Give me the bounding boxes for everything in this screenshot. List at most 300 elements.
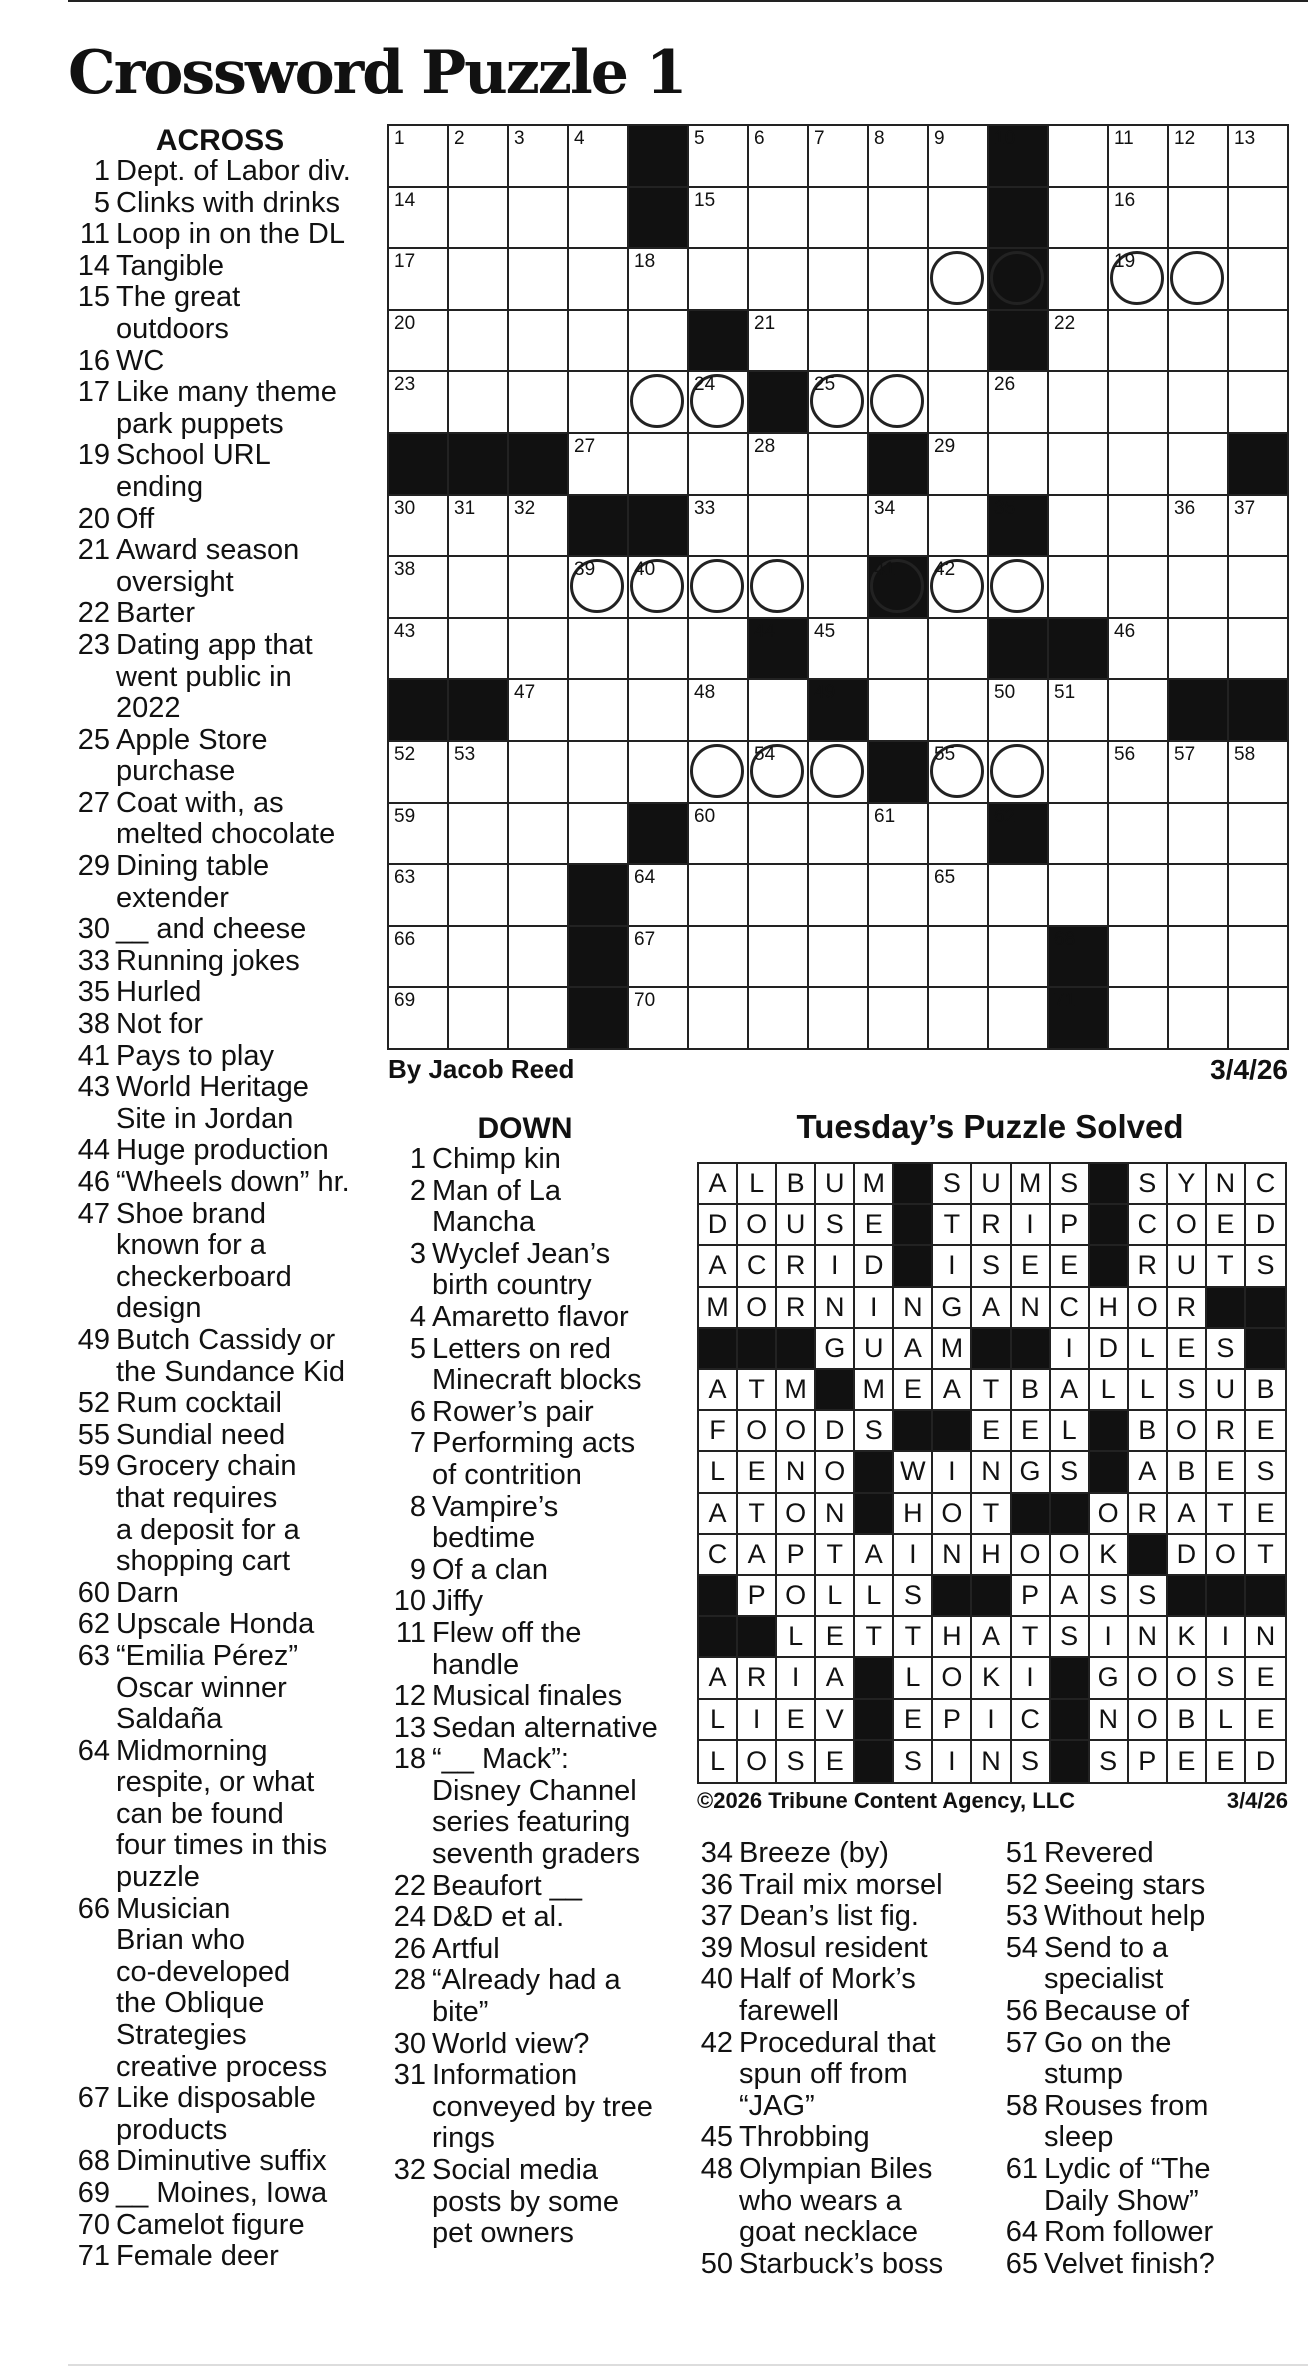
grid-cell[interactable]	[689, 680, 749, 742]
solution-letter: I	[1051, 1329, 1090, 1370]
clue-text-line: Breeze (by)	[739, 1837, 889, 1869]
grid-cell[interactable]	[929, 311, 989, 373]
solution-letter: T	[855, 1617, 894, 1658]
grid-cell[interactable]	[1229, 804, 1289, 866]
grid-cell[interactable]	[389, 742, 449, 804]
grid-cell[interactable]	[1049, 311, 1109, 373]
black-square	[389, 434, 449, 496]
grid-cell[interactable]	[1049, 804, 1109, 866]
grid-cell[interactable]	[749, 680, 809, 742]
grid-cell[interactable]	[989, 865, 1049, 927]
grid-cell[interactable]	[509, 249, 569, 311]
grid-cell[interactable]	[629, 865, 689, 927]
grid-cell[interactable]	[989, 372, 1049, 434]
clue-text-line: Throbbing	[739, 2121, 870, 2154]
cell-number: 31	[454, 497, 476, 519]
grid-cell[interactable]	[869, 372, 929, 434]
solution-black-square	[1051, 1700, 1090, 1741]
grid-cell[interactable]	[869, 619, 929, 681]
grid-cell[interactable]	[749, 188, 809, 250]
grid-cell[interactable]	[869, 680, 929, 742]
black-square	[989, 311, 1049, 373]
grid-cell[interactable]	[449, 865, 509, 927]
grid-cell[interactable]	[1109, 804, 1169, 866]
grid-cell[interactable]	[929, 372, 989, 434]
clue-text-line: Send to a	[1044, 1931, 1169, 1964]
grid-cell[interactable]	[869, 496, 929, 558]
grid-cell[interactable]	[809, 311, 869, 373]
cell-number: 23	[394, 374, 416, 396]
grid-cell[interactable]	[1049, 188, 1109, 250]
grid-cell[interactable]	[1229, 865, 1289, 927]
grid-cell[interactable]	[929, 680, 989, 742]
solution-black-square	[972, 1576, 1011, 1617]
grid-cell[interactable]	[1049, 557, 1109, 619]
grid-cell[interactable]	[1229, 126, 1289, 188]
grid-cell[interactable]	[869, 804, 929, 866]
clue-number: 66	[77, 1892, 110, 1925]
grid-cell[interactable]	[449, 742, 509, 804]
grid-cell[interactable]	[1169, 434, 1229, 496]
grid-cell[interactable]	[1169, 372, 1229, 434]
grid-cell[interactable]	[449, 557, 509, 619]
grid-cell[interactable]	[689, 742, 749, 804]
grid-cell[interactable]	[1109, 311, 1169, 373]
grid-cell[interactable]	[1109, 557, 1169, 619]
black-square	[629, 804, 689, 866]
solution-letter: T	[972, 1370, 1011, 1411]
grid-cell[interactable]	[509, 372, 569, 434]
grid-cell[interactable]	[689, 988, 749, 1050]
grid-cell[interactable]	[809, 434, 869, 496]
grid-cell[interactable]	[869, 249, 929, 311]
grid-cell[interactable]	[809, 496, 869, 558]
grid-cell[interactable]	[1169, 249, 1229, 311]
grid-cell[interactable]	[1109, 372, 1169, 434]
grid-cell[interactable]	[1109, 188, 1169, 250]
solution-black-square	[699, 1329, 738, 1370]
clue-item	[388, 1555, 693, 1587]
clue-item	[72, 725, 382, 788]
grid-cell[interactable]	[569, 372, 629, 434]
black-square	[1229, 434, 1289, 496]
grid-cell[interactable]	[929, 927, 989, 989]
solution-letter: T	[738, 1370, 777, 1411]
grid-cell[interactable]	[389, 619, 449, 681]
clue-text-line: Diminutive suffix	[116, 2145, 327, 2178]
grid-cell[interactable]	[929, 804, 989, 866]
solution-black-square	[1207, 1288, 1246, 1329]
grid-cell[interactable]	[1229, 557, 1289, 619]
grid-cell[interactable]	[809, 126, 869, 188]
solution-letter: U	[1207, 1370, 1246, 1411]
grid-cell[interactable]	[509, 188, 569, 250]
clue-text-line: Without help	[1044, 1900, 1206, 1933]
grid-cell[interactable]	[749, 126, 809, 188]
clue-item	[72, 1641, 382, 1736]
grid-cell[interactable]	[389, 188, 449, 250]
clue-number: 26	[393, 1932, 426, 1965]
grid-cell[interactable]	[689, 804, 749, 866]
grid-cell[interactable]	[1169, 742, 1229, 804]
solution-letter: C	[1129, 1205, 1168, 1246]
grid-cell[interactable]	[749, 496, 809, 558]
clue-text-line: Tangible	[116, 249, 225, 282]
grid-cell[interactable]	[929, 249, 989, 311]
grid-cell[interactable]	[569, 311, 629, 373]
black-square	[989, 249, 1049, 311]
grid-cell[interactable]	[809, 988, 869, 1050]
grid-cell[interactable]	[629, 311, 689, 373]
grid-cell[interactable]	[1049, 126, 1109, 188]
clue-text-line: Dept. of Labor div.	[116, 155, 351, 187]
clue-number: 34	[700, 1837, 733, 1869]
solution-letter: O	[1129, 1658, 1168, 1699]
grid-cell[interactable]	[629, 988, 689, 1050]
solution-letter: O	[777, 1576, 816, 1617]
clue-item	[72, 2178, 382, 2210]
grid-cell[interactable]	[569, 680, 629, 742]
grid-cell[interactable]	[929, 619, 989, 681]
grid-cell[interactable]	[389, 927, 449, 989]
grid-cell[interactable]	[689, 619, 749, 681]
grid-cell[interactable]	[809, 927, 869, 989]
grid-cell[interactable]	[1109, 126, 1169, 188]
grid-cell[interactable]	[989, 988, 1049, 1050]
clue-number: 5	[93, 186, 110, 219]
grid-cell[interactable]	[689, 496, 749, 558]
grid-cell[interactable]	[1049, 372, 1109, 434]
clue-number: 63	[77, 1639, 110, 1672]
clue-item	[388, 2029, 693, 2061]
solution-letter: B	[1012, 1370, 1051, 1411]
grid-cell[interactable]	[629, 927, 689, 989]
grid-cell[interactable]	[389, 372, 449, 434]
cell-number: 61	[874, 805, 896, 827]
grid-cell[interactable]	[689, 927, 749, 989]
clue-text-line: Information	[432, 2059, 578, 2092]
grid-cell[interactable]	[509, 680, 569, 742]
grid-cell[interactable]	[1109, 742, 1169, 804]
cell-number: 44	[754, 620, 776, 642]
solution-letter: L	[777, 1617, 816, 1658]
clue-number: 69	[77, 2177, 110, 2209]
grid-cell[interactable]	[1109, 927, 1169, 989]
grid-cell[interactable]	[1169, 804, 1229, 866]
grid-cell[interactable]	[629, 742, 689, 804]
clue-text-line: Beaufort __	[432, 1869, 582, 1902]
grid-cell[interactable]	[389, 865, 449, 927]
grid-cell[interactable]	[749, 557, 809, 619]
solution-letter: S	[894, 1741, 933, 1782]
grid-cell[interactable]	[1109, 496, 1169, 558]
grid-cell[interactable]	[809, 372, 869, 434]
grid-cell[interactable]	[1109, 865, 1169, 927]
grid-cell[interactable]	[629, 680, 689, 742]
clue-item	[72, 1199, 382, 1325]
grid-cell[interactable]	[449, 619, 509, 681]
grid-cell[interactable]	[509, 988, 569, 1050]
grid-cell[interactable]	[569, 188, 629, 250]
grid-cell[interactable]	[1169, 496, 1229, 558]
grid-cell[interactable]	[809, 619, 869, 681]
grid-cell[interactable]	[509, 742, 569, 804]
clue-text-line: Running jokes	[116, 944, 300, 977]
solution-black-square	[894, 1205, 933, 1246]
clue-item	[72, 219, 382, 251]
grid-cell[interactable]	[1169, 311, 1229, 373]
grid-cell[interactable]	[569, 249, 629, 311]
solution-letter: U	[855, 1329, 894, 1370]
grid-cell[interactable]	[509, 557, 569, 619]
grid-cell[interactable]	[1229, 742, 1289, 804]
grid-cell[interactable]	[929, 557, 989, 619]
grid-cell[interactable]	[869, 865, 929, 927]
grid-cell[interactable]	[989, 680, 1049, 742]
grid-cell[interactable]	[1169, 126, 1229, 188]
solution-letter: S	[1090, 1741, 1129, 1782]
solution-letter: I	[816, 1246, 855, 1287]
clue-item	[72, 1894, 382, 2084]
grid-cell[interactable]	[1049, 742, 1109, 804]
grid-cell[interactable]	[749, 434, 809, 496]
grid-cell[interactable]	[989, 434, 1049, 496]
grid-cell[interactable]	[1049, 680, 1109, 742]
grid-cell[interactable]	[1229, 249, 1289, 311]
clue-item	[72, 346, 382, 378]
grid-cell[interactable]	[569, 126, 629, 188]
grid-cell[interactable]	[509, 496, 569, 558]
solution-black-square	[894, 1246, 933, 1287]
solution-letter: A	[816, 1658, 855, 1699]
solution-letter: I	[1207, 1617, 1246, 1658]
grid-cell[interactable]	[1229, 372, 1289, 434]
grid-cell[interactable]	[389, 988, 449, 1050]
grid-cell[interactable]	[569, 434, 629, 496]
grid-cell[interactable]	[1169, 557, 1229, 619]
solution-letter: E	[777, 1700, 816, 1741]
grid-cell[interactable]	[989, 742, 1049, 804]
grid-cell[interactable]	[449, 372, 509, 434]
grid-cell[interactable]	[749, 804, 809, 866]
grid-cell[interactable]	[1109, 680, 1169, 742]
cell-number: 1	[394, 128, 405, 149]
grid-cell[interactable]	[689, 557, 749, 619]
grid-cell[interactable]	[689, 188, 749, 250]
grid-cell[interactable]	[449, 927, 509, 989]
grid-cell[interactable]	[1169, 865, 1229, 927]
grid-cell[interactable]	[929, 742, 989, 804]
grid-cell[interactable]	[689, 126, 749, 188]
solution-letter: H	[1090, 1288, 1129, 1329]
grid-cell[interactable]	[509, 619, 569, 681]
grid-cell[interactable]	[689, 372, 749, 434]
grid-cell[interactable]	[449, 988, 509, 1050]
grid-cell[interactable]	[509, 804, 569, 866]
grid-cell[interactable]	[749, 311, 809, 373]
clue-text-line: Apple Store	[116, 723, 268, 756]
grid-cell[interactable]	[1049, 496, 1109, 558]
grid-cell[interactable]	[1229, 311, 1289, 373]
grid-cell[interactable]	[389, 311, 449, 373]
clue-number: 56	[1005, 1994, 1038, 2027]
grid-cell[interactable]	[1229, 496, 1289, 558]
black-square	[569, 865, 629, 927]
solution-letter: A	[894, 1329, 933, 1370]
solution-letter: L	[1129, 1329, 1168, 1370]
grid-cell[interactable]	[629, 434, 689, 496]
grid-cell[interactable]	[809, 865, 869, 927]
grid-cell[interactable]	[1229, 619, 1289, 681]
grid-cell[interactable]	[869, 188, 929, 250]
grid-cell[interactable]	[809, 804, 869, 866]
clue-number: 11	[79, 218, 110, 251]
grid-cell[interactable]	[929, 988, 989, 1050]
grid-cell[interactable]	[1109, 619, 1169, 681]
grid-cell[interactable]	[869, 988, 929, 1050]
grid-cell[interactable]	[449, 311, 509, 373]
grid-cell[interactable]	[929, 434, 989, 496]
grid-cell[interactable]	[1229, 927, 1289, 989]
clue-item	[72, 946, 382, 978]
solution-letter: Y	[1168, 1164, 1207, 1205]
cell-number: 16	[1114, 189, 1136, 211]
clue-item	[1000, 2028, 1300, 2091]
grid-cell[interactable]	[929, 496, 989, 558]
solution-letter: H	[894, 1494, 933, 1535]
grid-cell[interactable]	[509, 865, 569, 927]
grid-cell[interactable]	[809, 557, 869, 619]
grid-cell[interactable]	[809, 249, 869, 311]
solution-letter: R	[972, 1205, 1011, 1246]
clue-text-line: extender	[116, 881, 229, 914]
solution-letter: E	[1246, 1494, 1285, 1535]
grid-cell[interactable]	[689, 249, 749, 311]
grid-cell[interactable]	[989, 557, 1049, 619]
black-square	[449, 434, 509, 496]
clue-text-line: Midmorning	[116, 1734, 268, 1767]
solution-letter: S	[972, 1246, 1011, 1287]
clue-text-line: Amaretto flavor	[432, 1300, 629, 1333]
solution-letter: M	[855, 1370, 894, 1411]
grid-cell[interactable]	[1109, 249, 1169, 311]
clue-number: 61	[1005, 2152, 1038, 2185]
solution-black-square	[1207, 1576, 1246, 1617]
grid-cell[interactable]	[389, 496, 449, 558]
grid-cell[interactable]	[509, 927, 569, 989]
clue-text-line: birth country	[432, 1269, 592, 1302]
clue-number: 64	[1005, 2216, 1038, 2249]
grid-cell[interactable]	[629, 557, 689, 619]
grid-cell[interactable]	[749, 865, 809, 927]
grid-cell[interactable]	[749, 742, 809, 804]
grid-cell[interactable]	[1169, 188, 1229, 250]
grid-cell[interactable]	[449, 249, 509, 311]
grid-cell[interactable]	[1229, 988, 1289, 1050]
solution-letter: O	[1168, 1205, 1207, 1246]
grid-cell[interactable]	[509, 126, 569, 188]
grid-cell[interactable]	[1109, 988, 1169, 1050]
cell-number: 20	[394, 312, 416, 334]
solution-letter: O	[816, 1452, 855, 1493]
grid-cell[interactable]	[989, 927, 1049, 989]
grid-cell[interactable]	[1169, 927, 1229, 989]
clue-number: 18	[393, 1743, 426, 1776]
grid-cell[interactable]	[689, 865, 749, 927]
solution-letter: E	[1246, 1658, 1285, 1699]
clue-text-line: Dean’s list fig.	[739, 1900, 919, 1933]
clue-item	[388, 1239, 693, 1302]
solution-black-square	[855, 1452, 894, 1493]
grid-cell[interactable]	[449, 804, 509, 866]
grid-cell[interactable]	[389, 804, 449, 866]
solution-black-square	[816, 1370, 855, 1411]
grid-cell[interactable]	[389, 249, 449, 311]
grid-cell[interactable]	[1049, 249, 1109, 311]
grid-cell[interactable]	[569, 804, 629, 866]
clue-text-line: Barter	[116, 597, 195, 630]
cell-number: 70	[634, 990, 656, 1012]
clue-text-line: Artful	[432, 1932, 500, 1965]
grid-cell[interactable]	[569, 619, 629, 681]
grid-cell[interactable]	[749, 927, 809, 989]
grid-cell[interactable]	[869, 927, 929, 989]
grid-cell[interactable]	[1169, 988, 1229, 1050]
grid-cell[interactable]	[869, 126, 929, 188]
grid-cell[interactable]	[1229, 188, 1289, 250]
grid-cell[interactable]	[1109, 434, 1169, 496]
grid-cell[interactable]	[389, 557, 449, 619]
grid-cell[interactable]	[1049, 865, 1109, 927]
grid-cell[interactable]	[809, 188, 869, 250]
grid-cell[interactable]	[809, 742, 869, 804]
grid-cell[interactable]	[629, 372, 689, 434]
clue-item	[1000, 2154, 1300, 2217]
solution-letter: P	[1012, 1576, 1051, 1617]
grid-cell[interactable]	[629, 619, 689, 681]
grid-cell[interactable]	[869, 311, 929, 373]
solution-letter: L	[1090, 1370, 1129, 1411]
solution-letter: H	[933, 1617, 972, 1658]
clue-item	[695, 1901, 1005, 1933]
solution-letter: L	[1051, 1411, 1090, 1452]
grid-cell[interactable]	[449, 126, 509, 188]
grid-cell[interactable]	[449, 496, 509, 558]
grid-cell[interactable]	[929, 865, 989, 927]
clue-text-line: specialist	[1044, 1963, 1164, 1996]
solution-letter: A	[1168, 1494, 1207, 1535]
solution-letter: L	[894, 1658, 933, 1699]
solution-letter: C	[1246, 1164, 1285, 1205]
grid-cell[interactable]	[749, 249, 809, 311]
grid-cell[interactable]	[629, 249, 689, 311]
grid-cell[interactable]	[749, 988, 809, 1050]
grid-cell[interactable]	[689, 434, 749, 496]
grid-cell[interactable]	[929, 188, 989, 250]
clue-number: 48	[700, 2152, 733, 2185]
grid-cell[interactable]	[509, 311, 569, 373]
grid-cell[interactable]	[449, 188, 509, 250]
grid-cell[interactable]	[389, 126, 449, 188]
clue-text-line: the Oblique	[116, 1987, 265, 2020]
cell-number: 4	[574, 128, 585, 149]
grid-cell[interactable]	[569, 557, 629, 619]
grid-cell[interactable]	[1169, 619, 1229, 681]
cell-number: 60	[694, 805, 716, 827]
grid-cell[interactable]	[1049, 434, 1109, 496]
grid-cell[interactable]	[929, 126, 989, 188]
grid-cell[interactable]	[569, 742, 629, 804]
